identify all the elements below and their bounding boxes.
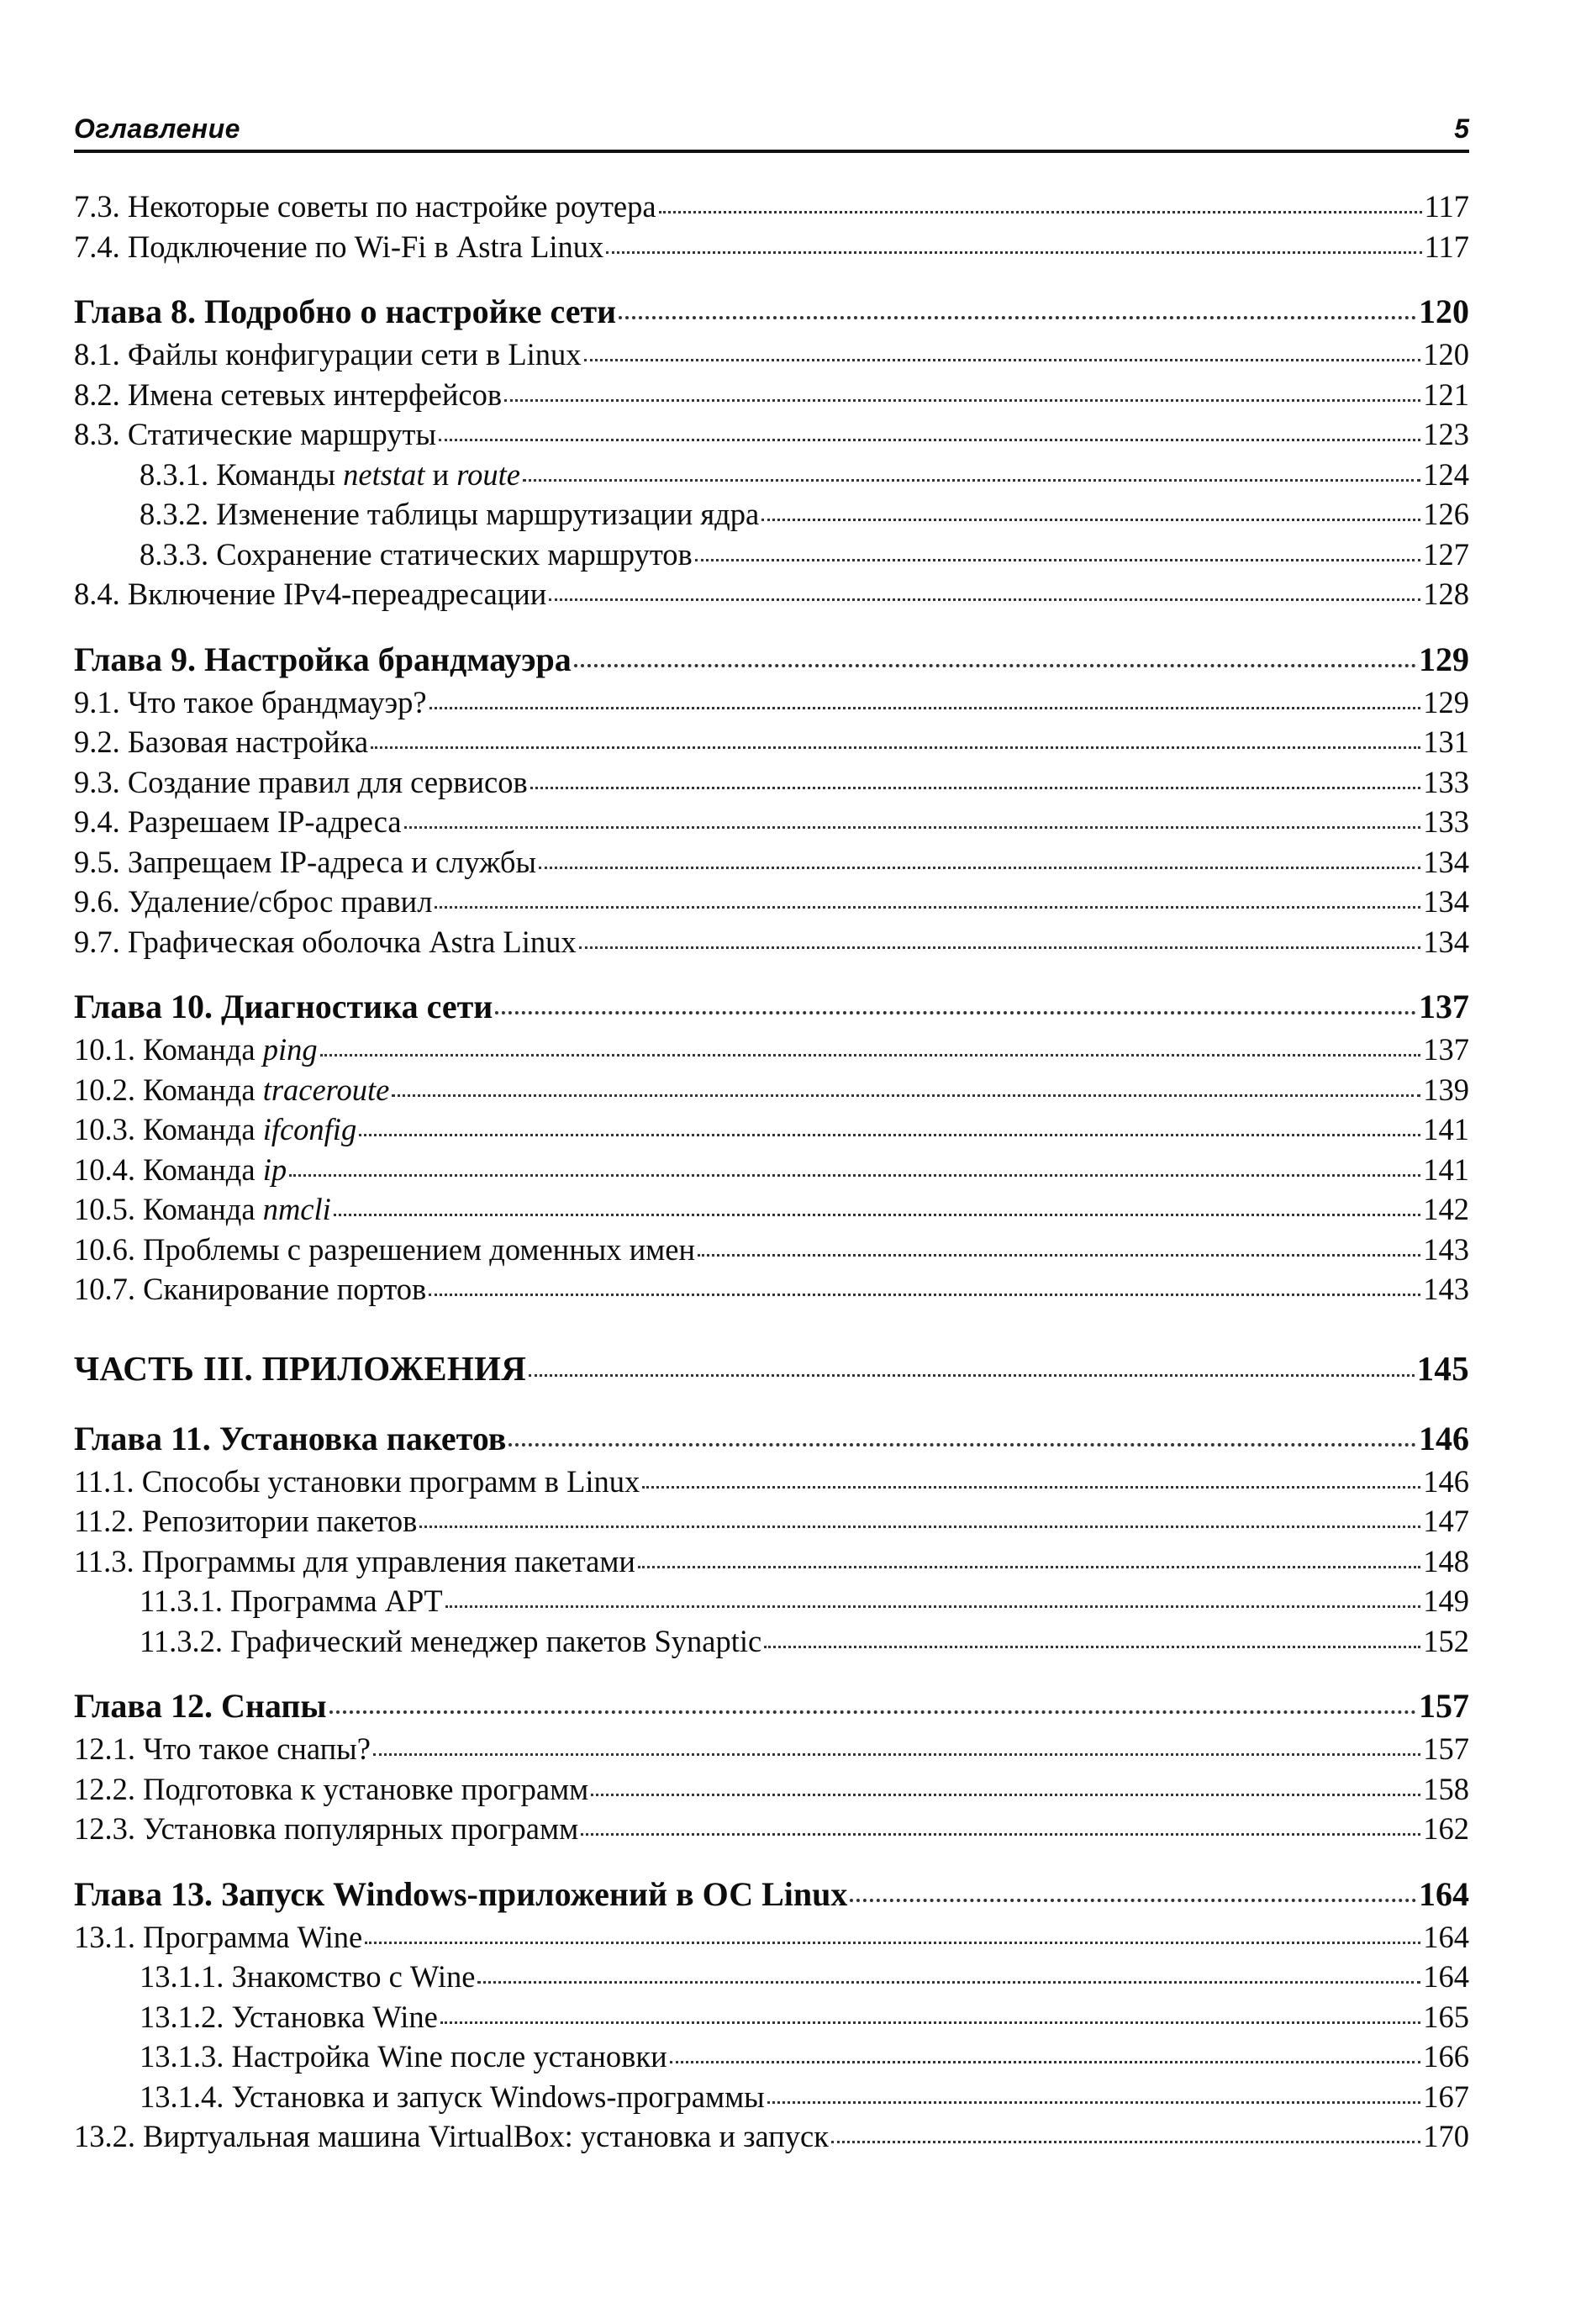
toc-page-number: 164: [1419, 1874, 1469, 1913]
dot-leader: [508, 1443, 1416, 1447]
command-name: ip: [262, 1151, 287, 1187]
toc-page-number: 170: [1423, 2119, 1469, 2153]
dot-leader: [529, 1374, 1414, 1377]
toc-page-number: 158: [1423, 1771, 1469, 1806]
toc-page-number: 162: [1423, 1811, 1469, 1846]
toc-entry-title: 11.2. Репозитории пакетов: [74, 1504, 418, 1538]
toc-entry-title: 12.2. Подготовка к установке программ: [74, 1771, 589, 1806]
dot-leader: [320, 1054, 1421, 1057]
toc-entry-title: 10.4. Команда ip: [74, 1151, 287, 1187]
toc-entry-title: 12.1. Что такое снапы?: [74, 1731, 371, 1766]
toc-entry: [74, 1030, 1469, 1070]
toc-page-number: 133: [1423, 804, 1469, 839]
toc-entry-title: 8.3.1. Команды netstat и route: [140, 456, 520, 492]
toc-page-number: 149: [1423, 1584, 1469, 1618]
toc-entry: [74, 842, 1469, 883]
toc-entry: [74, 1729, 1469, 1769]
dot-leader: [429, 1294, 1420, 1296]
toc-entry: [74, 1957, 1469, 1997]
toc-entry: [74, 187, 1469, 227]
dot-leader: [761, 519, 1420, 521]
toc-page-number: 164: [1423, 1959, 1469, 1994]
dot-leader: [429, 707, 1421, 709]
toc-entry: [74, 2037, 1469, 2077]
toc-entry-title: 13.1.4. Установка и запуск Windows-программы: [140, 2079, 765, 2114]
toc-entry-title: Глава 8. Подробно о настройке сети: [74, 292, 617, 330]
dot-leader: [371, 746, 1420, 749]
toc-chapter-entry: [74, 1871, 1469, 1917]
toc-entry-title: 7.3. Некоторые советы по настройке роутера: [74, 189, 656, 224]
toc-entry: [74, 722, 1469, 762]
toc-entry: [74, 227, 1469, 267]
dot-leader: [477, 1981, 1420, 1984]
toc-entry: [74, 1150, 1469, 1190]
toc-page-number: 124: [1423, 456, 1469, 492]
toc-chapter-entry: [74, 636, 1469, 682]
toc-entry-title: 12.3. Установка популярных программ: [74, 1811, 579, 1846]
toc-chapter-entry: [74, 288, 1469, 335]
toc-page-number: 131: [1423, 725, 1469, 759]
dot-leader: [539, 867, 1420, 869]
toc-entry: [74, 335, 1469, 375]
toc-page-number: 117: [1424, 229, 1469, 264]
dot-leader: [549, 598, 1420, 601]
toc-entry: [74, 1541, 1469, 1582]
toc-page-number: 157: [1423, 1731, 1469, 1766]
toc-page-number: 120: [1423, 337, 1469, 372]
dot-leader: [574, 664, 1416, 667]
dot-leader: [619, 316, 1416, 319]
toc-page-number: 142: [1423, 1192, 1469, 1226]
toc-entry: [74, 922, 1469, 962]
toc-entry: [74, 375, 1469, 415]
dot-leader: [591, 1794, 1420, 1796]
toc-entry: [74, 1501, 1469, 1541]
toc-page-number: 123: [1423, 417, 1469, 451]
toc-entry: [74, 1997, 1469, 2037]
dot-leader: [579, 946, 1421, 949]
dot-leader: [289, 1174, 1420, 1177]
toc-entry: [74, 1809, 1469, 1849]
toc-entry-title: 8.2. Имена сетевых интерфейсов: [74, 377, 503, 412]
toc-entry: [74, 1070, 1469, 1110]
dot-leader: [373, 1753, 1420, 1756]
toc-entry-title: 11.3.2. Графический менеджер пакетов Synaptic: [140, 1623, 762, 1658]
toc-page-number: 148: [1423, 1543, 1469, 1578]
toc-entry: [74, 1269, 1469, 1310]
toc-entry-title: 11.1. Способы установки программ в Linux: [74, 1463, 640, 1499]
toc-page-number: 129: [1423, 684, 1469, 719]
toc-page-number: 157: [1419, 1687, 1469, 1725]
dot-leader: [581, 1833, 1420, 1836]
dot-leader: [495, 1011, 1416, 1014]
dot-leader: [606, 251, 1421, 254]
dot-leader: [638, 1566, 1420, 1568]
toc-entry-title: 10.5. Команда nmcli: [74, 1192, 331, 1226]
toc-page-number: 126: [1423, 497, 1469, 531]
dot-leader: [850, 1899, 1416, 1902]
dot-leader: [329, 1710, 1416, 1714]
toc-entry: [74, 1917, 1469, 1958]
toc-page-number: 139: [1423, 1072, 1469, 1107]
toc-entry-title: 9.5. Запрещаем IP-адреса и службы: [74, 844, 536, 879]
toc-entry-title: 10.1. Команда ping: [74, 1032, 318, 1067]
toc-page-number: 145: [1416, 1348, 1469, 1388]
toc-entry: [74, 2077, 1469, 2117]
header-title: Оглавление: [74, 113, 240, 144]
dot-leader: [659, 211, 1422, 213]
toc-page-number: 146: [1423, 1463, 1469, 1499]
dot-leader: [334, 1214, 1420, 1216]
toc-page-number: 143: [1423, 1272, 1469, 1306]
dot-leader: [670, 2061, 1421, 2063]
dot-leader: [365, 1942, 1420, 1944]
toc-entry-title: Глава 13. Запуск Windows-приложений в ОС Linux: [74, 1874, 848, 1913]
dot-leader: [767, 2101, 1421, 2104]
toc-entry-title: 13.2. Виртуальная машина VirtualBox: установка и запуск: [74, 2119, 829, 2153]
dot-leader: [435, 906, 1420, 909]
toc-entry: [74, 1621, 1469, 1662]
dot-leader: [698, 1254, 1420, 1257]
toc-entry-title: 9.6. Удаление/сброс правил: [74, 884, 433, 919]
toc-entry: [74, 494, 1469, 535]
toc-entry: [74, 802, 1469, 842]
dot-leader: [584, 359, 1421, 361]
toc-entry-title: 9.4. Разрешаем IP-адреса: [74, 804, 402, 839]
toc-page-number: 152: [1423, 1623, 1469, 1658]
dot-leader: [523, 479, 1420, 482]
toc-entry-title: 8.3.2. Изменение таблицы маршрутизации ядра: [140, 497, 760, 531]
dot-leader: [445, 1605, 1421, 1608]
toc-page-number: 128: [1423, 577, 1469, 611]
toc-entry-title: 8.4. Включение IPv4-переадресации: [74, 577, 547, 611]
toc-entry-title: 8.1. Файлы конфигурации сети в Linux: [74, 337, 582, 372]
dot-leader: [392, 1094, 1420, 1097]
toc-entry-title: 9.7. Графическая оболочка Astra Linux: [74, 924, 577, 959]
toc-entry-title: 11.3. Программы для управления пакетами: [74, 1543, 635, 1578]
toc-entry: [74, 2116, 1469, 2157]
toc-page-number: 133: [1423, 764, 1469, 799]
toc-page-number: 147: [1423, 1504, 1469, 1538]
command-name: nmcli: [262, 1192, 331, 1226]
toc-entry: [74, 414, 1469, 455]
dot-leader: [642, 1486, 1420, 1489]
toc-page-number: 134: [1423, 844, 1469, 879]
dot-leader: [695, 559, 1420, 561]
toc-entry: [74, 682, 1469, 723]
toc-entry: [74, 455, 1469, 495]
dot-leader: [440, 2021, 1420, 2024]
toc-page-number: 141: [1423, 1112, 1469, 1146]
toc-entry-title: Глава 11. Установка пакетов: [74, 1419, 507, 1457]
dot-leader: [404, 826, 1421, 829]
toc-entry: [74, 1462, 1469, 1502]
toc-entry: [74, 1769, 1469, 1810]
toc-page-number: 137: [1423, 1032, 1469, 1067]
toc-entry-title: ЧАСТЬ III. ПРИЛОЖЕНИЯ: [74, 1348, 527, 1388]
toc-entry-title: 9.2. Базовая настройка: [74, 725, 369, 759]
dot-leader: [439, 439, 1420, 441]
toc-entry-title: 10.3. Команда ifconfig: [74, 1112, 357, 1146]
toc-entry: [74, 762, 1469, 803]
command-name: traceroute: [262, 1072, 390, 1107]
toc-entry-title: 13.1.3. Настройка Wine после установки: [140, 2039, 667, 2074]
toc-chapter-entry: [74, 983, 1469, 1030]
toc-page-number: 164: [1423, 1919, 1469, 1954]
toc-entry-title: 11.3.1. Программа APT: [140, 1584, 443, 1618]
toc-entry-title: Глава 10. Диагностика сети: [74, 988, 493, 1025]
toc-entry: [74, 1581, 1469, 1621]
toc-page-number: 141: [1423, 1151, 1469, 1187]
toc-page-number: 129: [1419, 640, 1469, 678]
toc-entry-title: Глава 9. Настройка брандмауэра: [74, 640, 572, 678]
dot-leader: [504, 399, 1420, 402]
toc-part-entry: [74, 1343, 1469, 1394]
dot-leader: [530, 787, 1421, 789]
command-name: ifconfig: [262, 1112, 357, 1146]
dot-leader: [764, 1646, 1420, 1648]
toc-page-number: 167: [1423, 2079, 1469, 2114]
toc-entry: [74, 1189, 1469, 1230]
toc-entry-title: 7.4. Подключение по Wi-Fi в Astra Linux: [74, 229, 604, 264]
dot-leader: [831, 2141, 1420, 2143]
toc-entry-title: 10.2. Команда traceroute: [74, 1072, 390, 1107]
toc-page-number: 165: [1423, 1999, 1469, 2034]
toc-entry: [74, 1109, 1469, 1150]
toc-page-number: 120: [1419, 292, 1469, 330]
dot-leader: [359, 1134, 1420, 1136]
toc-entry-title: 9.3. Создание правил для сервисов: [74, 764, 528, 799]
toc-page-number: 146: [1419, 1419, 1469, 1457]
toc-page-number: 134: [1423, 924, 1469, 959]
toc-chapter-entry: [74, 1683, 1469, 1729]
toc-page-number: 127: [1423, 536, 1469, 572]
toc-entry-title: 8.3.3. Сохранение статических маршрутов: [140, 536, 693, 572]
toc-entry-title: 13.1. Программа Wine: [74, 1919, 363, 1954]
header-page-number: 5: [1454, 113, 1469, 144]
toc-page-number: 143: [1423, 1231, 1469, 1267]
toc-entry: [74, 882, 1469, 922]
toc-chapter-entry: [74, 1415, 1469, 1462]
toc-entry: [74, 574, 1469, 614]
toc-entry: [74, 1230, 1469, 1270]
command-name: ping: [262, 1032, 318, 1067]
toc-entry-title: 13.1.2. Установка Wine: [140, 1999, 438, 2034]
toc-entry-title: 13.1.1. Знакомство с Wine: [140, 1959, 476, 1994]
toc-page-number: 137: [1419, 988, 1469, 1025]
toc-entry-title: 10.7. Сканирование портов: [74, 1272, 427, 1306]
toc-page-number: 166: [1423, 2039, 1469, 2074]
toc-entry-title: 8.3. Статические маршруты: [74, 417, 437, 451]
running-header: [74, 108, 1469, 153]
toc-page-number: 117: [1424, 189, 1469, 224]
table-of-contents: [74, 187, 1469, 2157]
dot-leader: [419, 1526, 1420, 1528]
toc-entry: [74, 535, 1469, 575]
toc-page-number: 121: [1423, 377, 1469, 412]
toc-entry-title: Глава 12. Снапы: [74, 1687, 327, 1725]
toc-entry-title: 10.6. Проблемы с разрешением доменных имен: [74, 1231, 696, 1267]
toc-entry-title: 9.1. Что такое брандмауэр?: [74, 684, 427, 719]
toc-page-number: 134: [1423, 884, 1469, 919]
